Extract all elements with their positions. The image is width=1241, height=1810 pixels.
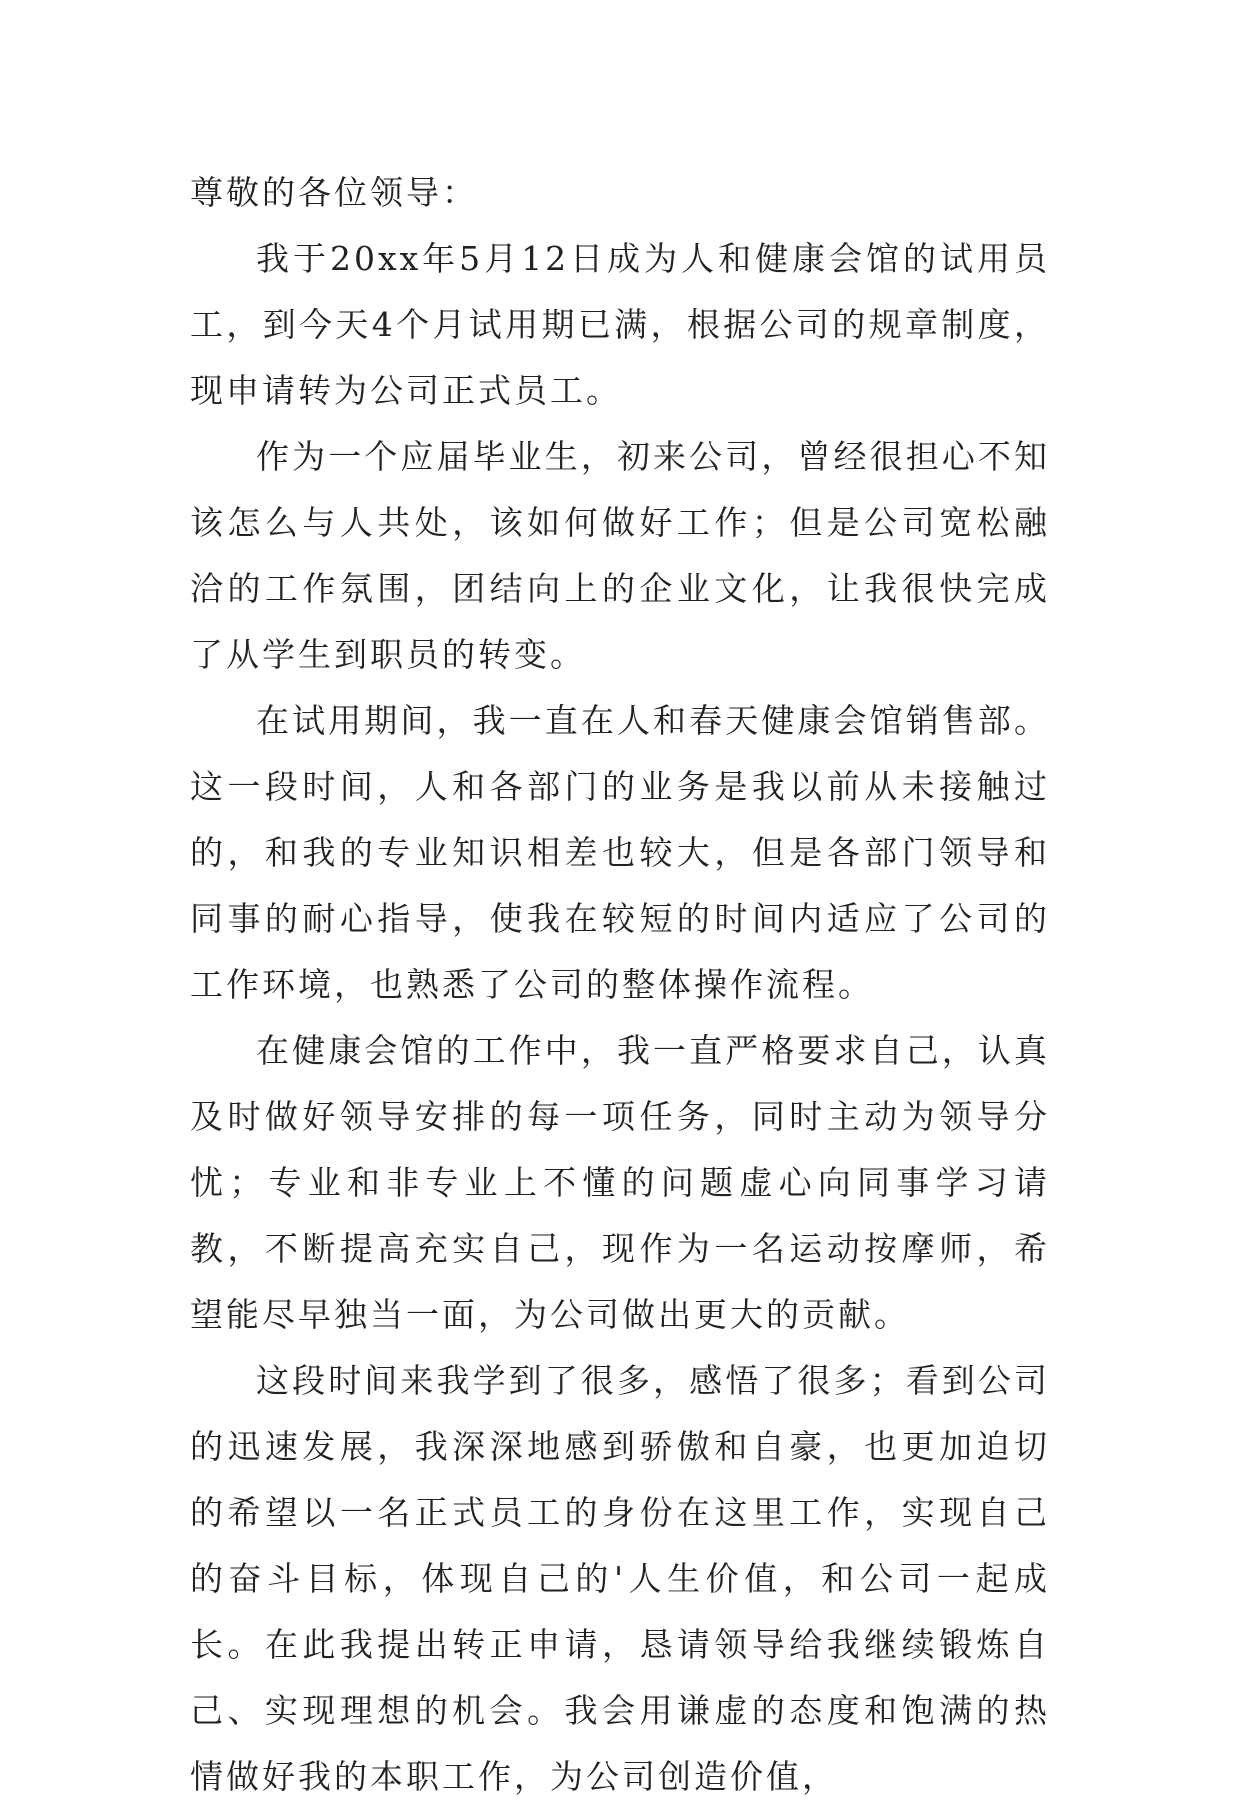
paragraph-2: 作为一个应届毕业生，初来公司，曾经很担心不知该怎么与人共处，该如何做好工作；但是公司宽松融洽的工作氛围，团结向上的企业文化，让我很快完成了从学生到职员的转变。 <box>190 437 1050 674</box>
salutation: 尊敬的各位领导： <box>190 173 478 212</box>
paragraph-5: 这段时间来我学到了很多，感悟了很多；看到公司的迅速发展，我深深地感到骄傲和自豪，也更加迫切的希望以一名正式员工的身份在这里工作，实现自己的奋斗目标，体现自己的'人生价值，和公司一起成长。在此我提出转正申请，恳请领导给我继续锻炼自己、实现理想的机会。我会用谦虚的态度和饱满的热情做好我的本职工作，为公司创造价值， <box>190 1361 1050 1796</box>
paragraph-1: 我于20xx年5月12日成为人和健康会馆的试用员工，到今天4个月试用期已满，根据公司的规章制度，现申请转为公司正式员工。 <box>190 239 1050 410</box>
letter-body <box>190 160 1050 1810</box>
paragraph-4: 在健康会馆的工作中，我一直严格要求自己，认真及时做好领导安排的每一项任务，同时主动为领导分忧；专业和非专业上不懂的问题虚心向同事学习请教，不断提高充实自己，现作为一名运动按摩师，希望能尽早独当一面，为公司做出更大的贡献。 <box>190 1031 1050 1334</box>
paragraph-3: 在试用期间，我一直在人和春天健康会馆销售部。这一段时间，人和各部门的业务是我以前从未接触过的，和我的专业知识相差也较大，但是各部门领导和同事的耐心指导，使我在较短的时间内适应了公司的工作环境，也熟悉了公司的整体操作流程。 <box>190 701 1050 1004</box>
